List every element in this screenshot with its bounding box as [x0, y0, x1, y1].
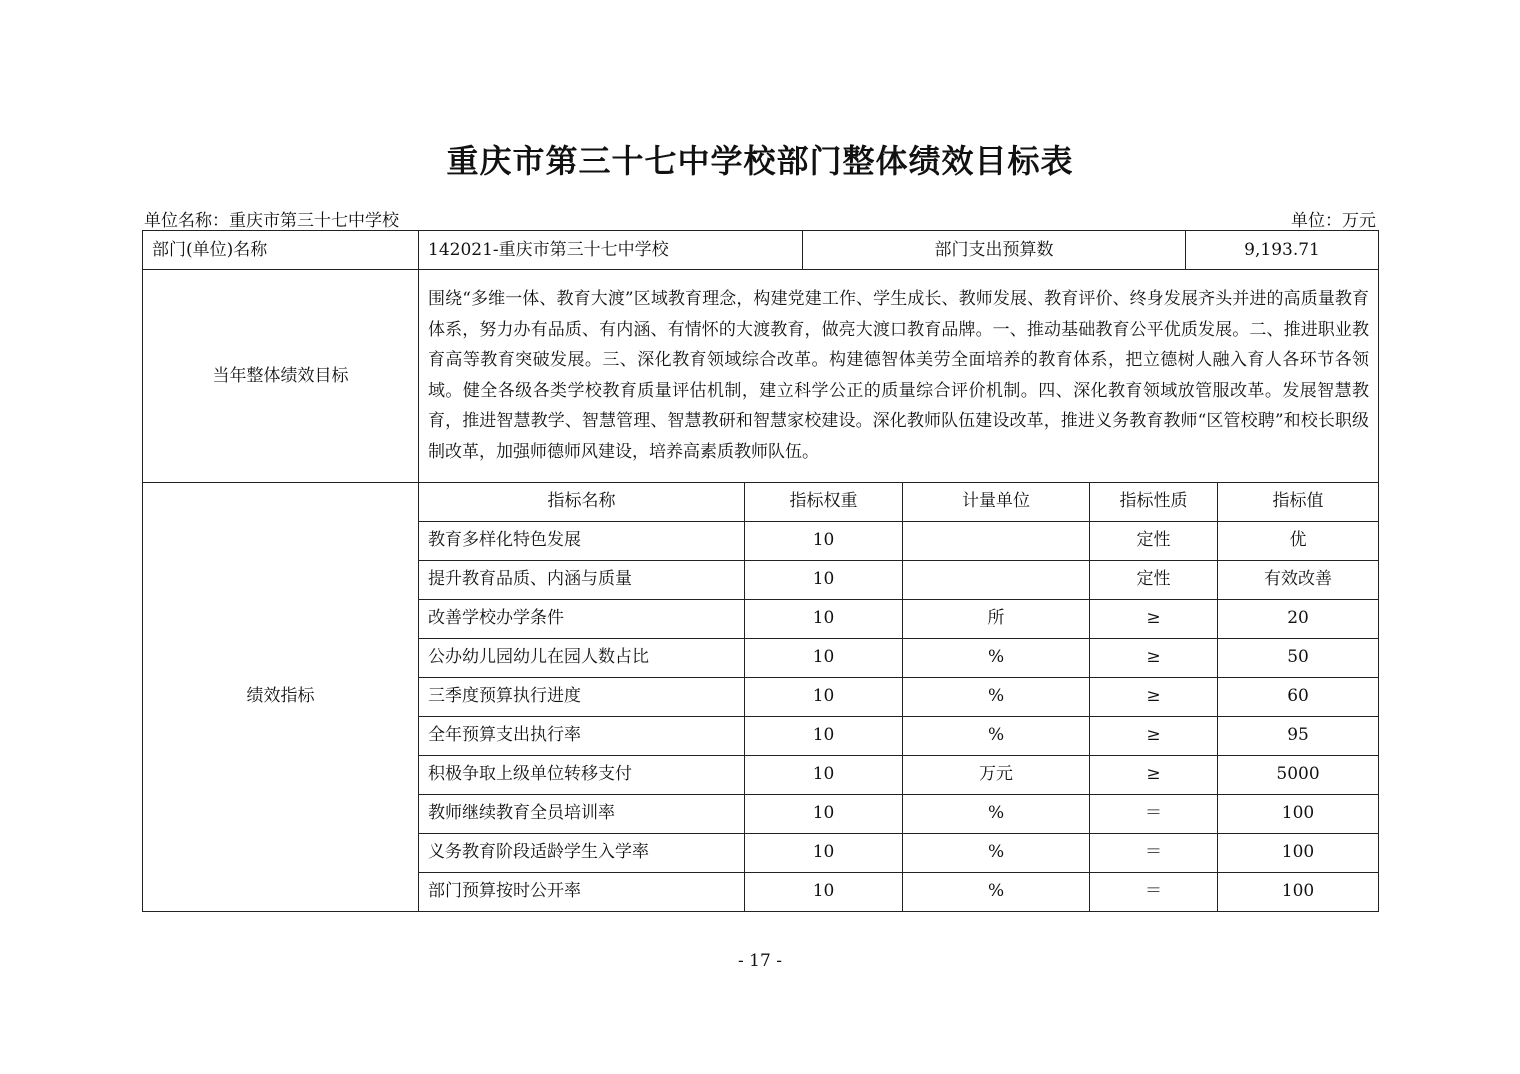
- indicator-unit: %: [903, 716, 1090, 755]
- goal-row: [143, 270, 1379, 483]
- indicator-name: 部门预算按时公开率: [419, 872, 745, 911]
- budget-value: 9,193.71: [1186, 231, 1379, 270]
- page-number: - 17 -: [738, 951, 782, 971]
- indicator-name: 教师继续教育全员培训率: [419, 794, 745, 833]
- indicator-value: 优: [1218, 521, 1379, 560]
- column-header: 指标值: [1218, 482, 1379, 521]
- indicator-nature: ＝: [1090, 833, 1218, 872]
- page-title: 重庆市第三十七中学校部门整体绩效目标表: [446, 142, 1074, 180]
- indicator-unit: [903, 521, 1090, 560]
- indicator-weight: 10: [745, 677, 903, 716]
- indicator-weight: 10: [745, 716, 903, 755]
- indicator-name: 积极争取上级单位转移支付: [419, 755, 745, 794]
- goal-text: 围绕“多维一体、教育大渡”区域教育理念，构建党建工作、学生成长、教师发展、教育评价、终身发展齐头并进的高质量教育体系，努力办有品质、有内涵、有情怀的大渡教育，做亮大渡口教育品牌。一、推动基础教育公平优质发展。二、推进职业教育高等教育突破发展。三、深化教育领域综合改革。构建德智体美劳全面培养的教育体系，把立德树人融入育人各环节各领域。健全各级各类学校教育质量评估机制，建立科学公正的质量综合评价机制。四、深化教育领域放管服改革。发展智慧教育，推进智慧教学、智慧管理、智慧教研和智慧家校建设。深化教师队伍建设改革，推进义务教育教师“区管校聘”和校长职级制改革，加强师德师风建设，培养高素质教师队伍。: [419, 270, 1379, 483]
- indicator-value: 95: [1218, 716, 1379, 755]
- indicator-nature: 定性: [1090, 521, 1218, 560]
- indicator-value: 60: [1218, 677, 1379, 716]
- indicator-nature: ≥: [1090, 677, 1218, 716]
- indicator-value: 100: [1218, 794, 1379, 833]
- indicator-nature: 定性: [1090, 560, 1218, 599]
- unit-name: 单位名称：重庆市第三十七中学校: [144, 211, 399, 231]
- indicator-name: 义务教育阶段适龄学生入学率: [419, 833, 745, 872]
- indicator-value: 100: [1218, 833, 1379, 872]
- indicator-name: 改善学校办学条件: [419, 599, 745, 638]
- indicator-name: 三季度预算执行进度: [419, 677, 745, 716]
- indicators-label: 绩效指标: [143, 482, 419, 911]
- indicator-nature: ≥: [1090, 638, 1218, 677]
- indicator-name: 教育多样化特色发展: [419, 521, 745, 560]
- indicator-unit: %: [903, 872, 1090, 911]
- indicator-header-row: [143, 482, 1379, 521]
- indicator-unit: 所: [903, 599, 1090, 638]
- indicator-nature: ≥: [1090, 716, 1218, 755]
- indicator-weight: 10: [745, 521, 903, 560]
- indicator-nature: ≥: [1090, 599, 1218, 638]
- budget-label: 部门支出预算数: [803, 231, 1186, 270]
- indicator-name: 全年预算支出执行率: [419, 716, 745, 755]
- indicator-value: 5000: [1218, 755, 1379, 794]
- unit-label: 单位：万元: [1291, 211, 1376, 231]
- indicator-name: 提升教育品质、内涵与质量: [419, 560, 745, 599]
- indicator-weight: 10: [745, 872, 903, 911]
- indicator-weight: 10: [745, 794, 903, 833]
- indicator-weight: 10: [745, 599, 903, 638]
- indicator-value: 有效改善: [1218, 560, 1379, 599]
- indicator-weight: 10: [745, 638, 903, 677]
- column-header: 指标权重: [745, 482, 903, 521]
- indicator-unit: %: [903, 794, 1090, 833]
- indicator-unit: %: [903, 677, 1090, 716]
- indicator-weight: 10: [745, 833, 903, 872]
- indicator-unit: %: [903, 638, 1090, 677]
- column-header: 指标名称: [419, 482, 745, 521]
- indicator-value: 100: [1218, 872, 1379, 911]
- performance-table: [142, 230, 1379, 912]
- column-header: 指标性质: [1090, 482, 1218, 521]
- indicator-nature: ≥: [1090, 755, 1218, 794]
- indicator-name: 公办幼儿园幼儿在园人数占比: [419, 638, 745, 677]
- goal-label: 当年整体绩效目标: [143, 270, 419, 483]
- indicator-weight: 10: [745, 755, 903, 794]
- indicator-unit: %: [903, 833, 1090, 872]
- dept-value: 142021-重庆市第三十七中学校: [419, 231, 803, 270]
- column-header: 计量单位: [903, 482, 1090, 521]
- dept-label: 部门(单位)名称: [143, 231, 419, 270]
- indicator-weight: 10: [745, 560, 903, 599]
- indicator-nature: ＝: [1090, 872, 1218, 911]
- indicator-unit: [903, 560, 1090, 599]
- indicator-nature: ＝: [1090, 794, 1218, 833]
- indicator-value: 20: [1218, 599, 1379, 638]
- indicator-value: 50: [1218, 638, 1379, 677]
- indicator-unit: 万元: [903, 755, 1090, 794]
- header-row: [143, 231, 1379, 270]
